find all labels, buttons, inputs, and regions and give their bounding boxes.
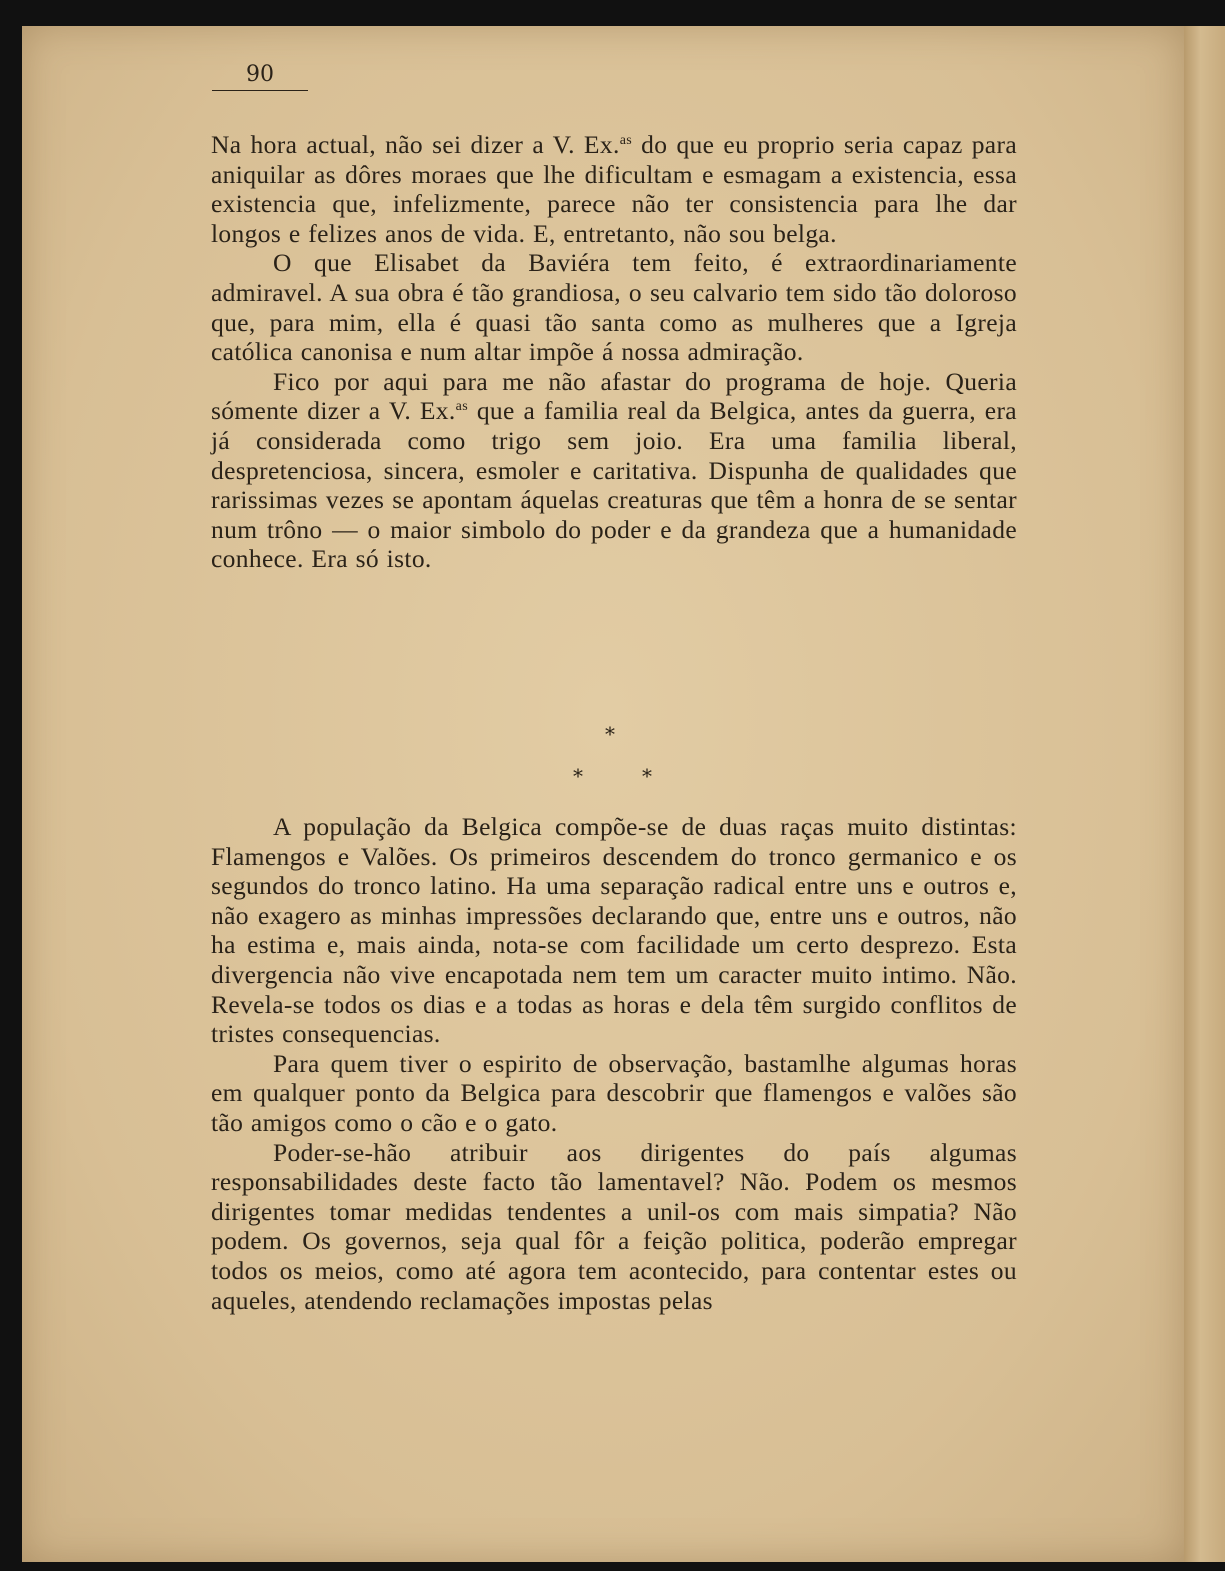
section-separator: [211, 722, 1017, 792]
paragraph-1-text-a: Na hora actual, não sei dizer a V. Ex.: [211, 130, 620, 159]
paragraph-5: Para quem tiver o espirito de observação, bastamlhe algumas horas em qualquer ponto da Belgica para descobrir que flamengos e valões são tão amigos como o cão e o gato.: [211, 1048, 1017, 1137]
paragraph-1-superscript: as: [619, 133, 633, 148]
paragraph-1-text-b: do que eu proprio seria capaz para aniquilar as dôres moraes que lhe dificultam e esmagam a existencia, essa existencia que, infelizmente, parece não ter consistencia para lhe dar longos e felizes anos de vida. E, entretanto, não sou belga.: [211, 130, 1017, 248]
paragraph-2: O que Elisabet da Baviéra tem feito, é extraordinariamente admiravel. A sua obra é tão grandiosa, o seu calvario tem sido tão doloroso que, para mim, ella é quasi tão santa como as mulheres que a Igreja católica canonisa e num altar impõe á nossa admiração.: [211, 248, 1017, 367]
text-block-bottom: [211, 812, 1017, 1315]
separator-star: *: [642, 764, 652, 788]
separator-star: *: [605, 722, 615, 746]
page-number: 90: [212, 62, 308, 91]
separator-star: *: [573, 764, 583, 788]
paragraph-3: [211, 367, 1017, 574]
page-edge: [1184, 26, 1225, 1562]
text-block-top: [211, 130, 1017, 574]
paragraph-4: A população da Belgica compõe-se de duas raças muito distintas: Flamengos e Valões. Os primeiros descendem do tronco germanico e os segundos do tronco latino. Ha uma separação radical entre uns e outros e, não exagero as minhas impressões declarando que, entre uns e outros, não ha estima e, mais ainda, nota-se com facilidade um certo desprezo. Esta divergencia não vive encapotada nem tem um caracter muito intimo. Não. Revela-se todos os dias e a todas as horas e dela têm surgido conflitos de tristes consequencias.: [211, 812, 1017, 1049]
paragraph-6: Poder-se-hão atribuir aos dirigentes do país algumas responsabilidades deste facto tão lamentavel? Não. Podem os mesmos dirigentes tomar medidas tendentes a unil-os com mais simpatia? Não podem. Os governos, seja qual fôr a feição politica, poderão empregar todos os meios, como até agora tem acontecido, para contentar estes ou aqueles, atendendo reclamações impostas pelas: [211, 1137, 1017, 1315]
paragraph-3-text-a: Fico por aqui para me não afastar do programa de hoje. Queria sómente dizer a V. Ex.: [211, 366, 1017, 426]
paragraph-3-superscript: as: [455, 399, 468, 415]
paragraph-1: [211, 130, 1017, 248]
paragraph-3-text-b: que a familia real da Belgica, antes da guerra, era já considerada como trigo sem joio. Era uma familia liberal, despretenciosa, sincera, esmoler e caritativa. Dispunha de qualidades que rarissimas vezes se apontam áquelas creaturas que têm a honra de se sentar num trôno — o maior simbolo do poder e da grandeza que a humanidade conhece. Era só isto.: [211, 396, 1017, 574]
